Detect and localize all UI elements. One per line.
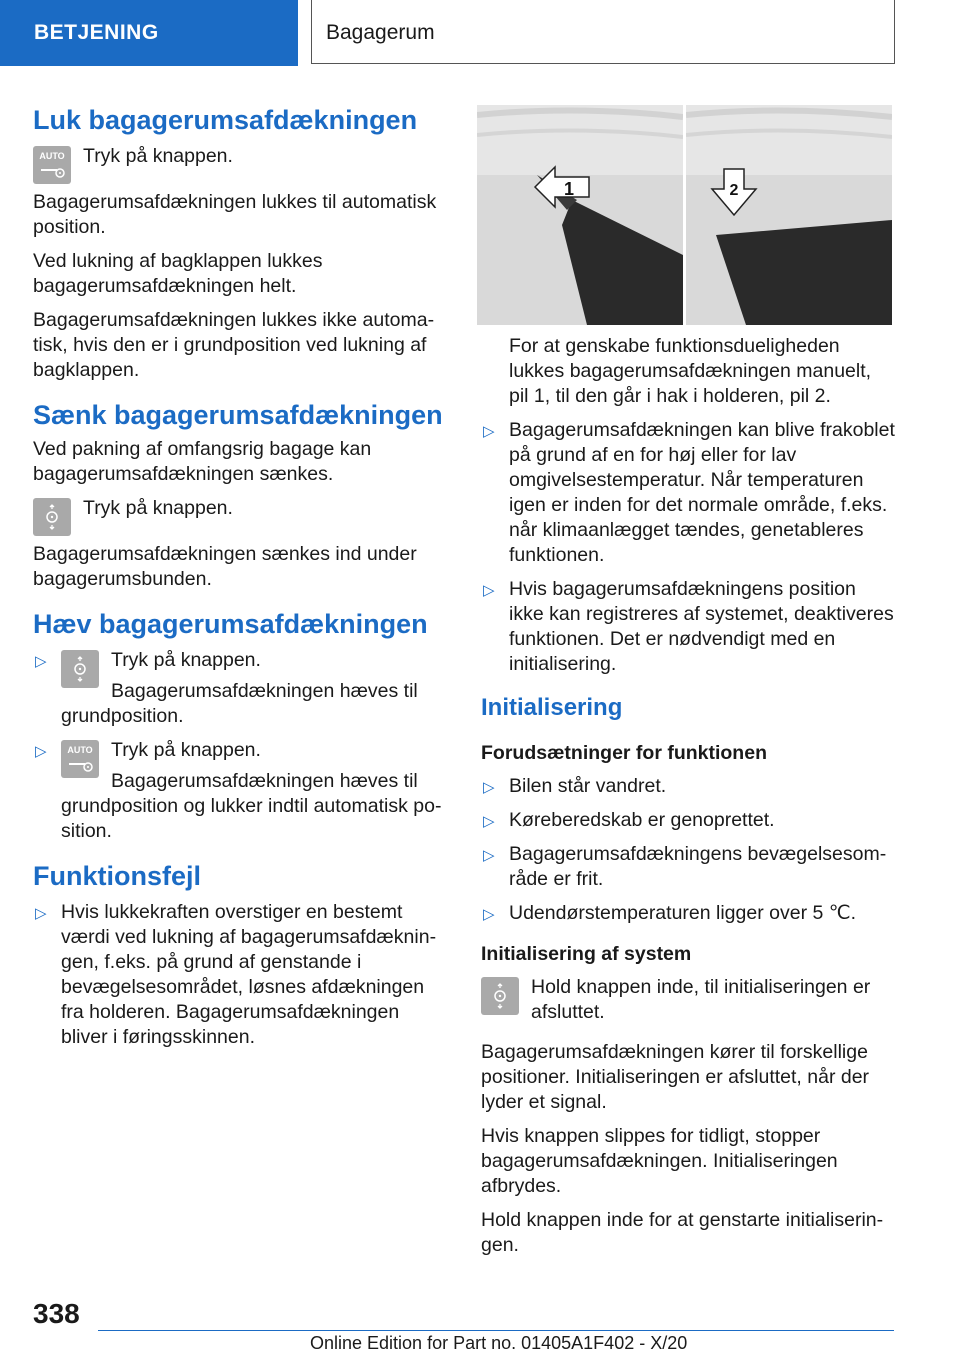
bullet-triangle-icon: ▷ <box>483 906 495 923</box>
bullet-triangle-icon: ▷ <box>35 653 47 670</box>
heading-prereq: Forudsætninger for funktionen <box>481 742 767 764</box>
list-item <box>481 808 895 833</box>
fault-continuation: For at genskabe funktionsdueligheden lukkes bagagerumsafdækningen manuelt, pil 1, til den går i hak i holderen, pil 2. <box>509 335 872 407</box>
close-step: Tryk på knappen. <box>83 145 233 167</box>
fault-b2: Bagagerumsafdækningen kan blive frakoblet på grund af en for høj eller for lav omgivelsestemperatur. Når temperaturen igen er inden for det normale område, f.eks. når klimaanlægget tændes, genetableres funktionen. <box>509 419 895 566</box>
prereq-item: Køreberedskab er genoprettet. <box>509 809 775 831</box>
svg-text:2: 2 <box>729 182 739 199</box>
photo-arrow-1 <box>477 105 683 325</box>
heading-init: Initialisering <box>481 694 623 721</box>
svg-text:AUTO: AUTO <box>39 151 65 161</box>
lower-p2: Bagagerumsafdækningen sænkes ind under bagagerumsbunden. <box>33 543 417 590</box>
prereq-item: Bagagerumsafdækningens bevægelsesområde er frit. <box>509 843 887 890</box>
init-button-icon <box>481 977 519 1015</box>
bullet-triangle-icon: ▷ <box>35 905 47 922</box>
prereq-item: Udendørstemperaturen ligger over 5 ℃. <box>509 902 857 924</box>
auto-button-icon <box>33 146 71 184</box>
edition-text: Online Edition for Part no. 01405A1F402 - X/20 <box>310 1333 688 1353</box>
heading-close: Luk bagagerumsafdækningen <box>33 105 418 135</box>
heading-raise: Hæv bagagerumsafdækningen <box>33 609 428 639</box>
bullet-triangle-icon: ▷ <box>483 423 495 440</box>
photo-arrow-2 <box>686 105 892 325</box>
sysinit-p2: Hvis knappen slippes for tidligt, stopper bagagerumsafdækningen. Initialiseringen afbrydes. <box>481 1125 838 1197</box>
sysinit-step: Hold knappen inde, til initialiseringen er afsluttet. <box>531 976 871 1023</box>
bullet-triangle-icon: ▷ <box>35 743 47 760</box>
svg-text:AUTO: AUTO <box>67 745 93 755</box>
lower-step: Tryk på knappen. <box>83 497 233 519</box>
fault-text: Hvis lukkekraften overstiger en bestemt værdi ved lukning af bagagerumsafdækningen, f.eks. på grund af genstande i bevægelsesområdet, løsnes afdækningen fra holderen. Bagagerumsafdækningen bliver i føringsskinnen. <box>61 901 437 1048</box>
sysinit-p3: Hold knappen inde for at genstarte initialiseringen. <box>481 1209 884 1256</box>
section-tab: BETJENING <box>0 0 298 66</box>
left-column <box>33 104 448 1059</box>
page-header <box>0 0 960 66</box>
heading-fault: Funktionsfejl <box>33 861 201 891</box>
bullet-triangle-icon: ▷ <box>483 779 495 796</box>
heading-sysinit: Initialisering af system <box>481 943 692 965</box>
list-item <box>481 577 895 677</box>
lower-button-icon <box>33 498 71 536</box>
list-item <box>481 774 895 799</box>
raise1-text: Bagagerumsafdækningen hæves til grundposition. <box>61 680 418 727</box>
bullet-triangle-icon: ▷ <box>483 582 495 599</box>
list-item <box>481 842 895 892</box>
heading-lower: Sænk bagagerumsafdækningen <box>33 400 443 430</box>
auto-button-icon <box>61 740 99 778</box>
list-item <box>33 900 448 1050</box>
raise1-step: Tryk på knappen. <box>111 649 261 671</box>
svg-text:1: 1 <box>563 179 575 199</box>
list-item <box>481 901 895 926</box>
raise2-text: Bagagerumsafdækningen hæves til grundposition og lukker indtil automatisk position. <box>61 770 442 842</box>
lower-p1: Ved pakning af omfangsrig bagage kan bagagerumsafdækningen sænkes. <box>33 438 372 485</box>
raise-button-icon <box>61 650 99 688</box>
footer-rule <box>98 1330 894 1331</box>
raise2-step: Tryk på knappen. <box>111 739 261 761</box>
right-column <box>481 334 895 1267</box>
prereq-item: Bilen står vandret. <box>509 775 667 797</box>
list-item <box>33 738 448 844</box>
page-number: 338 <box>33 1298 80 1329</box>
list-item <box>481 418 895 568</box>
bullet-triangle-icon: ▷ <box>483 813 495 830</box>
close-p3: Bagagerumsafdækningen lukkes ikke automatisk, hvis den er i grundposition ved lukning af bagklappen. <box>33 309 435 381</box>
close-p2: Ved lukning af bagklappen lukkes bagagerumsafdækningen helt. <box>33 250 323 297</box>
list-item <box>33 648 448 729</box>
sysinit-p1: Bagagerumsafdækningen kører til forskellige positioner. Initialiseringen er afsluttet, når der lyder et signal. <box>481 1041 870 1113</box>
bullet-triangle-icon: ▷ <box>483 847 495 864</box>
chapter-title: Bagagerum <box>311 0 895 64</box>
close-p1: Bagagerumsafdækningen lukkes til automatisk position. <box>33 191 437 238</box>
fault-b3: Hvis bagagerumsafdækningens position ikke kan registreres af systemet, deaktiveres funktionen. Det er nødvendigt med en initialisering. <box>509 578 894 675</box>
